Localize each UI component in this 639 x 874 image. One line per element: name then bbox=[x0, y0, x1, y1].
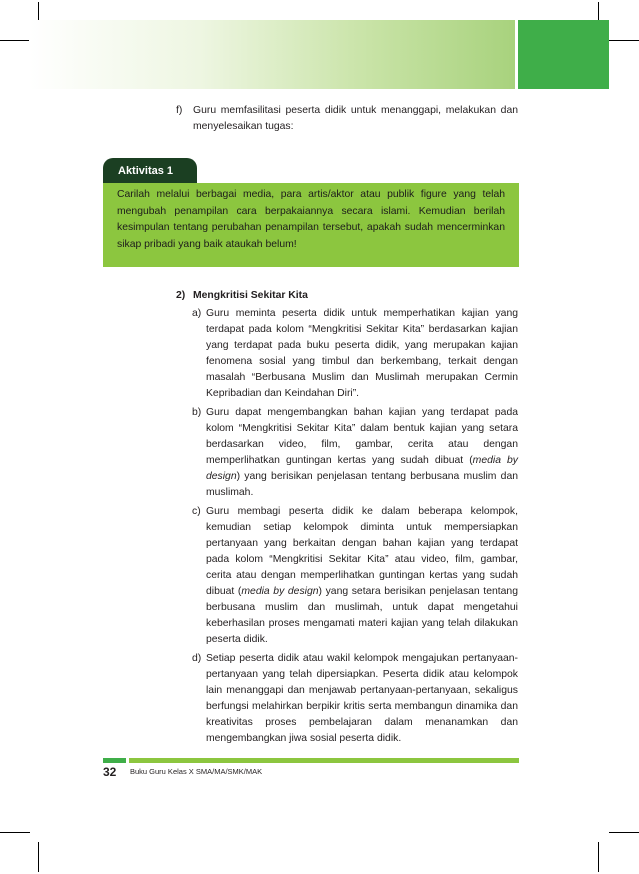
footer-rule bbox=[129, 758, 519, 763]
crop-mark bbox=[609, 832, 639, 833]
item-list bbox=[192, 306, 518, 750]
italic-term: media by design bbox=[241, 586, 319, 597]
footer-accent-bar bbox=[103, 758, 126, 763]
list-item-marker: d) bbox=[192, 653, 202, 664]
crop-mark bbox=[598, 842, 599, 872]
list-item bbox=[192, 306, 518, 402]
intro-marker: f) bbox=[176, 105, 183, 116]
header-gradient-band bbox=[29, 20, 515, 89]
crop-mark bbox=[0, 40, 30, 41]
activity-box bbox=[103, 183, 519, 267]
list-item-text bbox=[206, 651, 518, 747]
crop-mark bbox=[609, 40, 639, 41]
text-segment: ) yang berisikan penjelasan tentang berbusana muslim dan muslimah. bbox=[206, 471, 518, 498]
intro-text: Guru memfasilitasi peserta didik untuk menanggapi, melakukan dan menyelesaikan tugas: bbox=[193, 105, 518, 132]
activity-text: Carilah melalui berbagai media, para artis/aktor atau publik figure yang telah mengubah penampilan cara berpakaiannya secara islami. Kemudian berilah kesimpulan tentang perubahan penampilan tersebut, apakah sudah mencerminkan sikap pribadi yang baik ataukah belum! bbox=[117, 189, 505, 250]
book-title: Buku Guru Kelas X SMA/MA/SMK/MAK bbox=[130, 767, 263, 776]
text-segment: Guru membagi peserta didik ke dalam beberapa kelompok, kemudian setiap kelompok diminta untuk mempersiapkan pertanyaan yang berkaitan dengan bahan kajian yang terdapat pada kolom “Mengkritisi Sekitar Kita” atau video, film, gambar, cerita atau dengan memperlihatkan guntingan kertas yang sudah dibuat ( bbox=[206, 506, 518, 597]
crop-mark bbox=[0, 832, 30, 833]
list-item bbox=[192, 651, 518, 747]
header-green-block bbox=[518, 20, 609, 89]
list-item-text bbox=[206, 504, 518, 648]
section-title: Mengkritisi Sekitar Kita bbox=[193, 290, 308, 301]
list-item-marker: c) bbox=[192, 506, 201, 517]
intro-paragraph bbox=[176, 103, 518, 135]
list-item-text bbox=[206, 405, 518, 501]
text-segment: ) yang setara berisikan penjelasan tentang berbusana muslim dan muslimah, untuk dapat mengetahui keberhasilan proses mengamati materi kajian yang telah dilakukan peserta didik. bbox=[206, 586, 518, 645]
list-item-marker: a) bbox=[192, 308, 202, 319]
crop-mark bbox=[38, 842, 39, 872]
list-item-marker: b) bbox=[192, 407, 202, 418]
list-item bbox=[192, 504, 518, 648]
list-item bbox=[192, 405, 518, 501]
list-item-text bbox=[206, 306, 518, 402]
text-segment: Guru dapat mengembangkan bahan kajian yang terdapat pada kolom “Mengkritisi Sekitar Kita” dalam bentuk kajian yang setara berdasarkan video, film, gambar, cerita atau dengan memperlihatkan guntingan kertas yang sudah dibuat ( bbox=[206, 407, 518, 466]
text-segment: Guru meminta peserta didik untuk memperhatikan kajian yang terdapat pada kolom “Mengkritisi Sekitar Kita” berdasarkan kajian yang terdapat pada buku peserta didik, yang merupakan kajian fenomena sosial yang timbul dan berkembang, terkait dengan masalah “Berbusana Muslim dan Muslimah merupakan Cermin Kepribadian dan Keindahan Diri”. bbox=[206, 308, 518, 399]
section-number: 2) bbox=[176, 290, 186, 301]
text-segment: Setiap peserta didik atau wakil kelompok mengajukan pertanyaan-pertanyaan yang telah dipersiapkan. Peserta didik atau kelompok lain menanggapi dan menjawab pertanyaan-pertanyaan, sekaligus berfungsi melahirkan berpikir kritis serta membangun dinamika dan kreativitas proses pembelajaran dalam menanamkan dan mengembangkan jiwa sosial peserta didik. bbox=[206, 653, 518, 744]
section-heading bbox=[176, 288, 308, 304]
italic-term: media by design bbox=[206, 455, 518, 482]
activity-title: Aktivitas 1 bbox=[103, 158, 197, 185]
page-number: 32 bbox=[103, 765, 117, 779]
